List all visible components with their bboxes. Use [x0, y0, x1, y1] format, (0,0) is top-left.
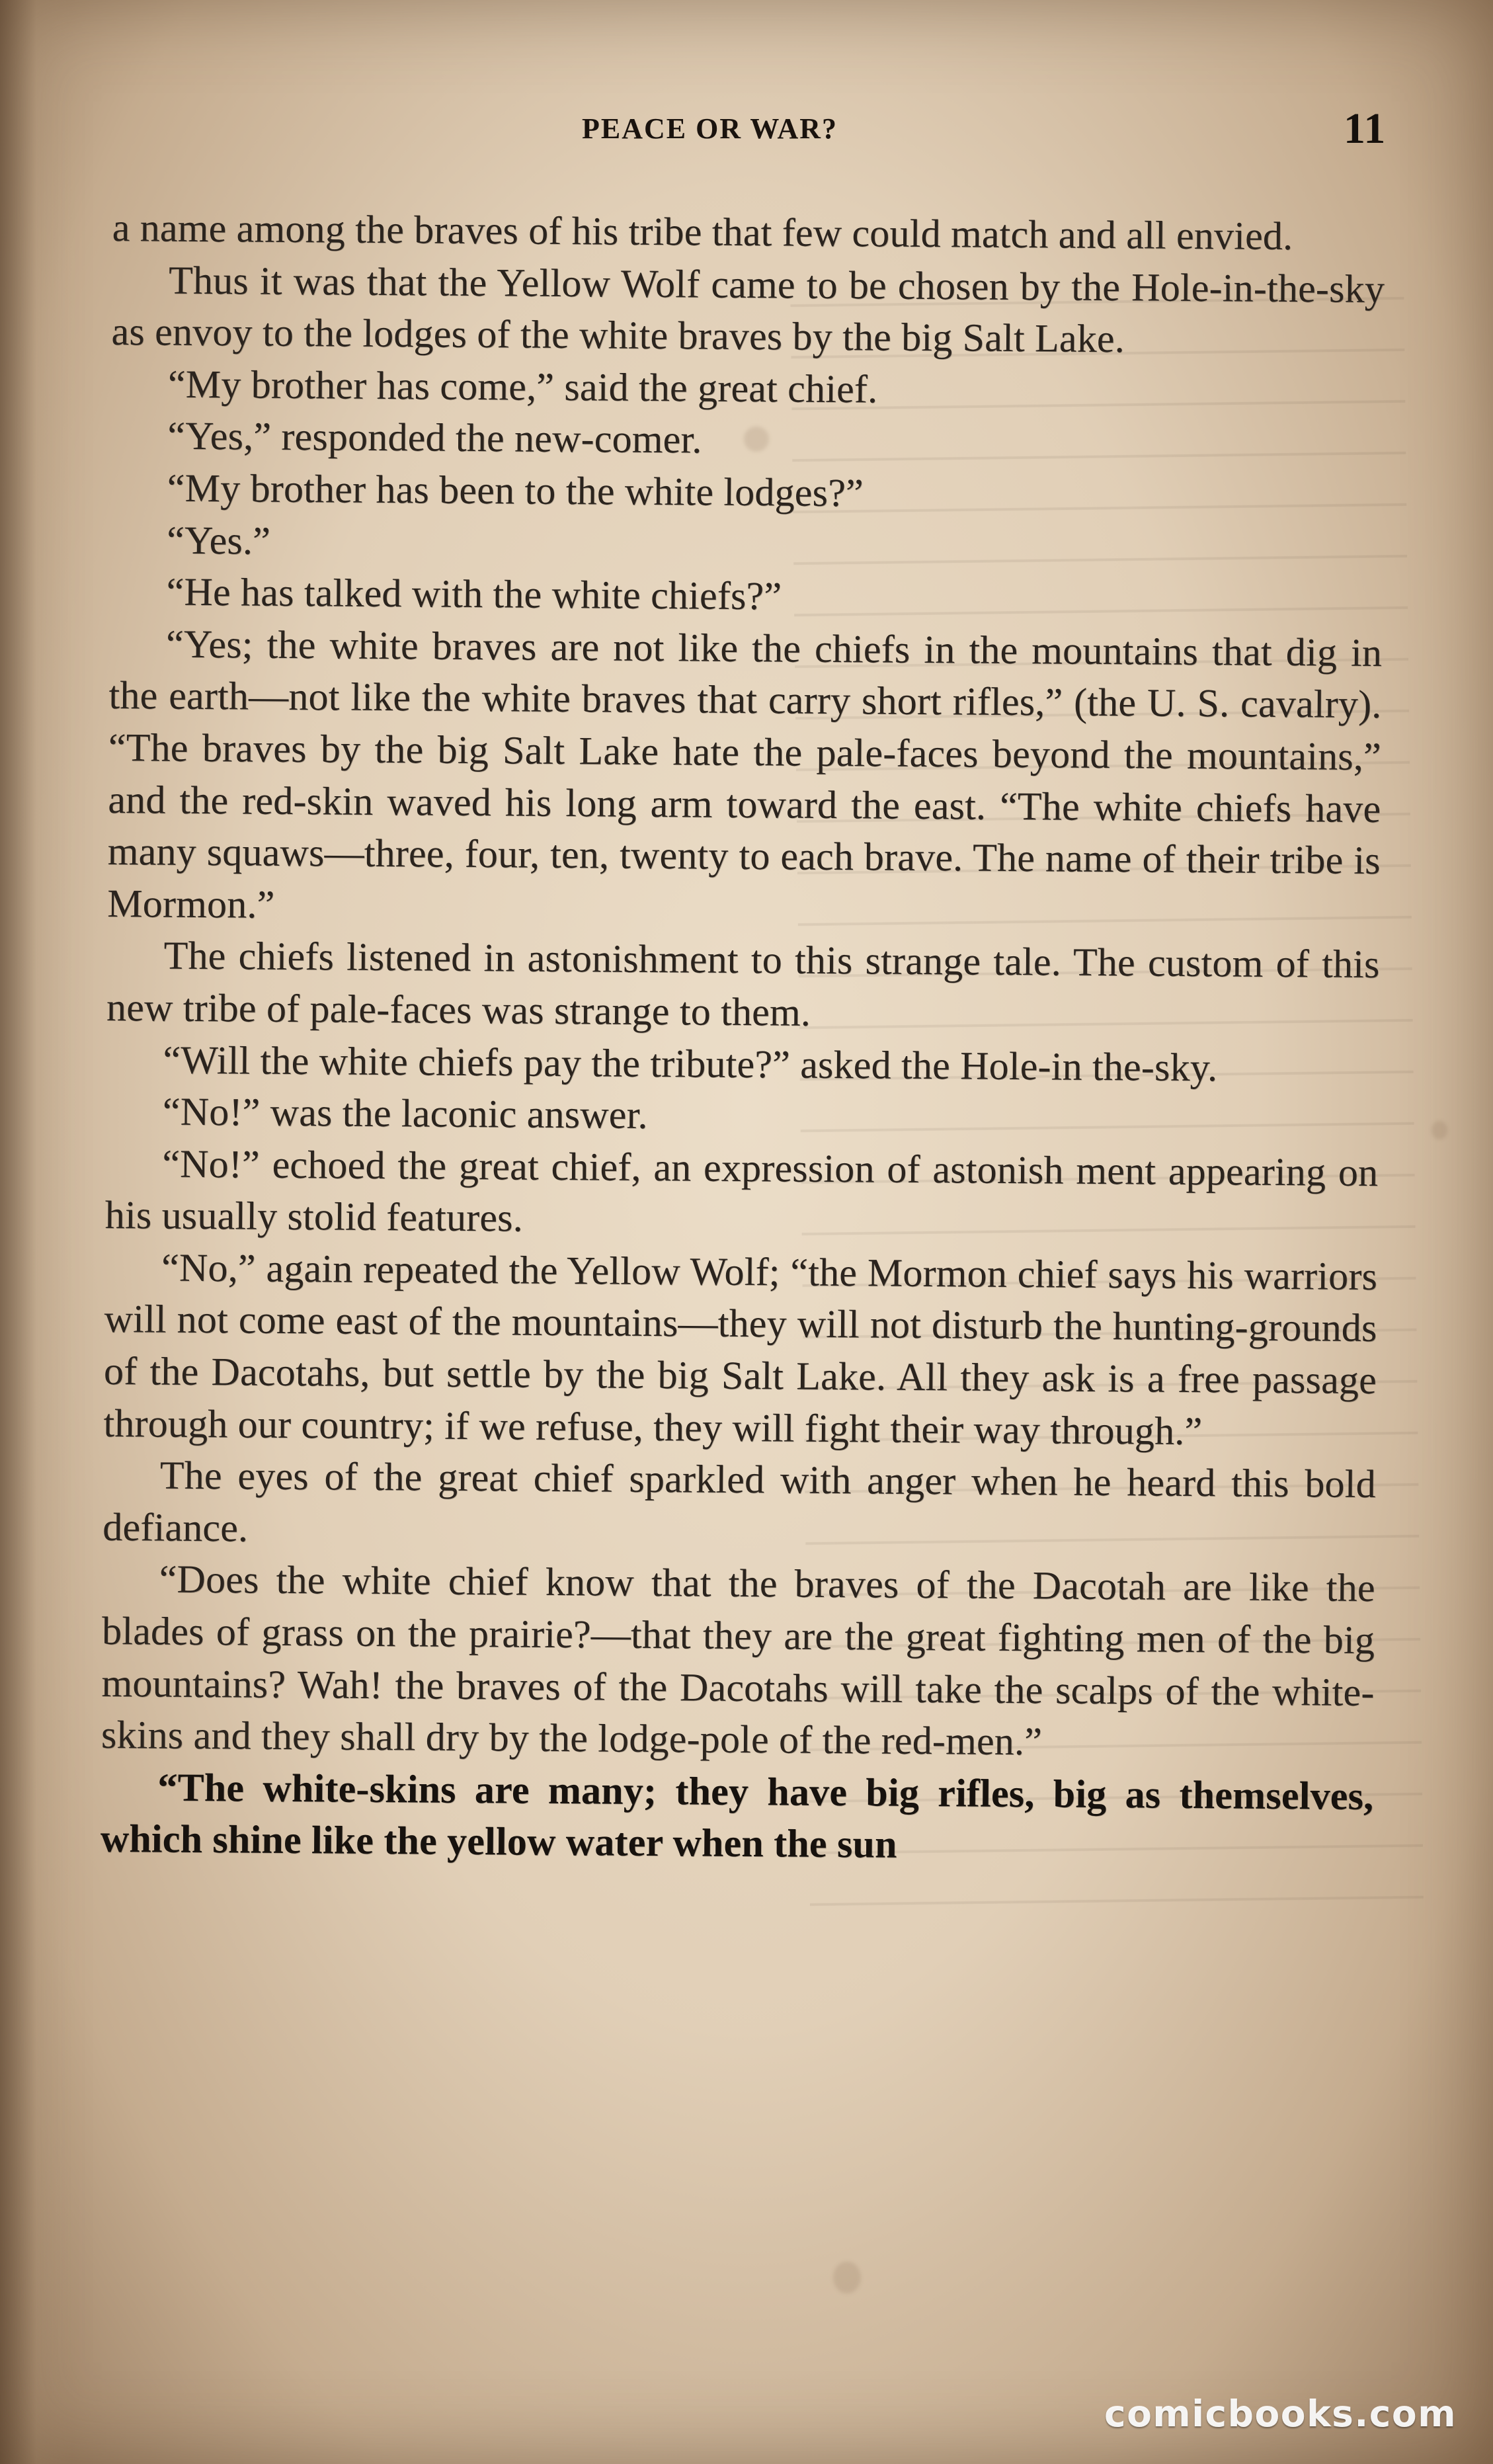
paragraph: “Yes,” responded the new-comer.	[167, 413, 702, 462]
paragraph: “Does the white chief know that the braves of the Dacotah are like the blades of grass on the prairie?—that they are the great fighting men of the big mountains? Wah! the braves of the Dacotahs will take the scalps of the white-skins and they shall dry by the lodge-pole of the red-men.”	[101, 1557, 1375, 1764]
paragraph: “My brother has come,” said the great chief.	[167, 362, 878, 411]
paragraph: Thus it was that the Yellow Wolf came to be chosen by the Hole-in-the-sky as envoy to the lodges of the white braves by the big Salt Lake.	[111, 258, 1385, 361]
watermark: comicbooks.com	[1104, 2393, 1457, 2435]
paragraph: “No!” was the laconic answer.	[162, 1089, 648, 1137]
header-title: PEACE OR WAR?	[582, 112, 838, 145]
paper-stain	[1432, 1121, 1447, 1139]
paragraph: “Will the white chiefs pay the tribute?” asked the Hole-in the-sky.	[163, 1038, 1218, 1089]
running-head	[0, 104, 1493, 157]
paragraph: The eyes of the great chief sparkled with anger when he heard this bold defiance.	[102, 1453, 1377, 1550]
paragraph: “No!” echoed the great chief, an expression of astonish ment appearing on his usually stolid features.	[104, 1141, 1379, 1240]
paragraph: “My brother has been to the white lodges?”	[167, 466, 864, 515]
page-number: 11	[1344, 104, 1387, 153]
paragraph: “No,” again repeated the Yellow Wolf; “the Mormon chief says his warriors will not come east of the mountains—they will not disturb the hunting-grounds of the Dacotahs, but settle by the big Salt Lake. All they ask is a free passage through our country; if we refuse, they will fight their way through.”	[103, 1245, 1378, 1453]
paragraph: “Yes; the white braves are not like the chiefs in the mountains that dig in the earth—not like the white braves that carry short rifles,” (the U. S. cavalry). “The braves by the big Salt Lake hate the pale-faces beyond the mountains,” and the red-skin waved his long arm toward the east. “The white chiefs have many squaws—three, four, ten, twenty to each brave. The name of their tribe is Mormon.”	[106, 622, 1383, 926]
paragraph: “Yes.”	[167, 518, 271, 563]
paragraph: “He has talked with the white chiefs?”	[166, 569, 782, 618]
body-text	[101, 202, 1385, 1874]
paragraph: “The white-skins are many; they have big rifles, big as themselves, which shine like the yellow water when the sun	[100, 1765, 1374, 1867]
paragraph: a name among the braves of his tribe that few could match and all envied.	[112, 205, 1293, 259]
left-page-shadow	[0, 0, 73, 2464]
paragraph: The chiefs listened in astonishment to this strange tale. The custom of this new tribe of pale-faces was strange to them.	[106, 933, 1380, 1034]
paper-stain	[833, 2262, 861, 2293]
